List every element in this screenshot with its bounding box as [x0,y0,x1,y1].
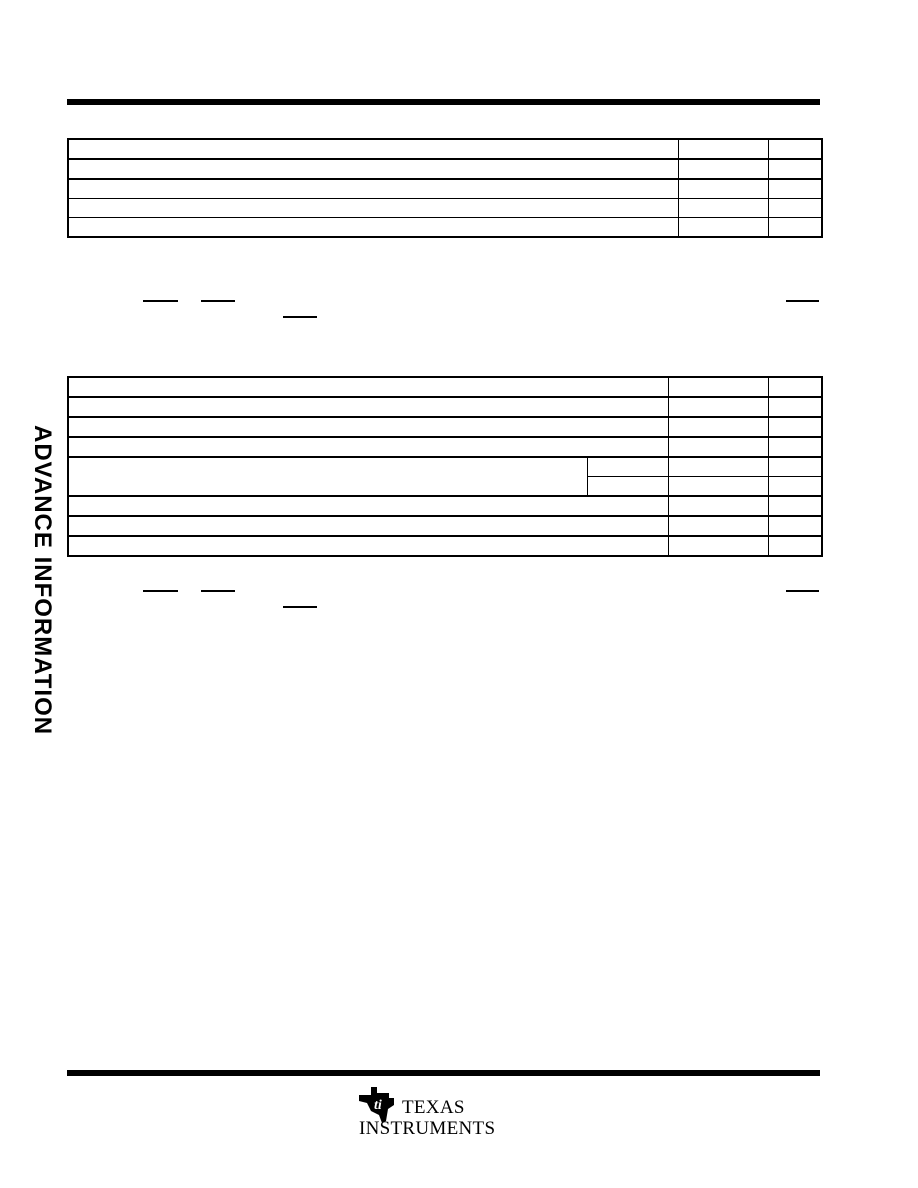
table-row [68,139,822,159]
svg-text:ti: ti [374,1098,382,1113]
overbar [283,316,317,318]
spec-table-1 [67,138,823,238]
table-row [68,199,822,218]
table-row [68,377,822,397]
bottom-rule [67,1070,820,1076]
table-row [68,218,822,238]
top-rule [67,99,820,105]
table-row [68,179,822,199]
table-row [68,159,822,179]
table-row [68,397,822,417]
logo-line-2: INSTRUMENTS [359,1118,496,1139]
overbar [283,606,317,608]
table-row [68,496,822,516]
logo-line-1: TEXAS [402,1097,465,1118]
ti-logo [357,1085,527,1145]
table-row [68,417,822,437]
table-row [68,457,822,477]
table-row [68,516,822,536]
table-row [68,536,822,556]
spec-table-2 [67,376,823,557]
overbar [143,590,178,592]
side-label: ADVANCE INFORMATION [29,425,56,736]
overbar [201,300,235,302]
overbar [143,300,178,302]
overbar [201,590,235,592]
overbar [786,590,819,592]
overbar [786,300,819,302]
table-row [68,437,822,457]
